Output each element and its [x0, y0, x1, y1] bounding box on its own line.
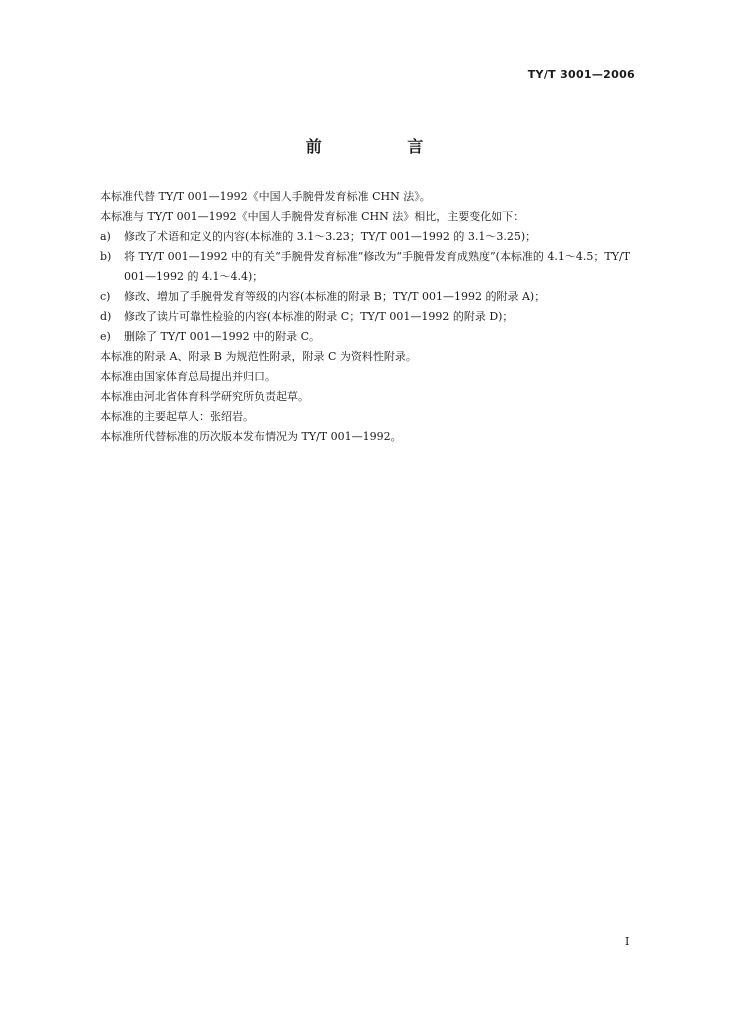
list-item-text: 删除了 TY/T 001—1992 中的附录 C。 [124, 330, 321, 343]
paragraph: 本标准由河北省体育科学研究所负责起草。 [100, 390, 309, 403]
body-text [100, 187, 640, 447]
paragraph: 本标准代替 TY/T 001—1992《中国人手腕骨发育标准 CHN 法》。 [100, 190, 431, 203]
list-item [100, 307, 640, 327]
list-item-text: 修改了术语和定义的内容(本标准的 3.1～3.23；TY/T 001—1992 的 3.1～3.25)； [124, 230, 537, 243]
list-item [100, 247, 640, 287]
page-title: 前 言 [305, 137, 464, 156]
list-item-text: 将 TY/T 001—1992 中的有关“手腕骨发育标准”修改为“手腕骨发育成熟度”(本标准的 4.1～4.5；TY/T 001—1992 的 4.1～4.4)； [124, 250, 631, 283]
list-marker: e) [100, 330, 111, 343]
paragraph: 本标准与 TY/T 001—1992《中国人手腕骨发育标准 CHN 法》相比，主要变化如下： [100, 210, 525, 223]
list-item [100, 227, 640, 247]
standard-code: TY/T 3001—2006 [527, 68, 635, 81]
list-marker: c) [100, 290, 111, 303]
page-number: I [625, 935, 630, 948]
paragraph: 本标准的主要起草人：张绍岩。 [100, 410, 254, 423]
list-item-text: 修改、增加了手腕骨发育等级的内容(本标准的附录 B；TY/T 001—1992 的附录 A)； [124, 290, 546, 303]
list-item [100, 287, 640, 307]
paragraph: 本标准所代替标准的历次版本发布情况为 TY/T 001—1992。 [100, 430, 402, 443]
paragraph: 本标准由国家体育总局提出并归口。 [100, 370, 276, 383]
list-marker: b) [100, 250, 112, 263]
list-item-text: 修改了读片可靠性检验的内容(本标准的附录 C；TY/T 001—1992 的附录 D)； [124, 310, 514, 323]
list-marker: a) [100, 230, 111, 243]
paragraph: 本标准的附录 A、附录 B 为规范性附录，附录 C 为资料性附录。 [100, 350, 417, 363]
list-marker: d) [100, 310, 112, 323]
list-item [100, 327, 640, 347]
